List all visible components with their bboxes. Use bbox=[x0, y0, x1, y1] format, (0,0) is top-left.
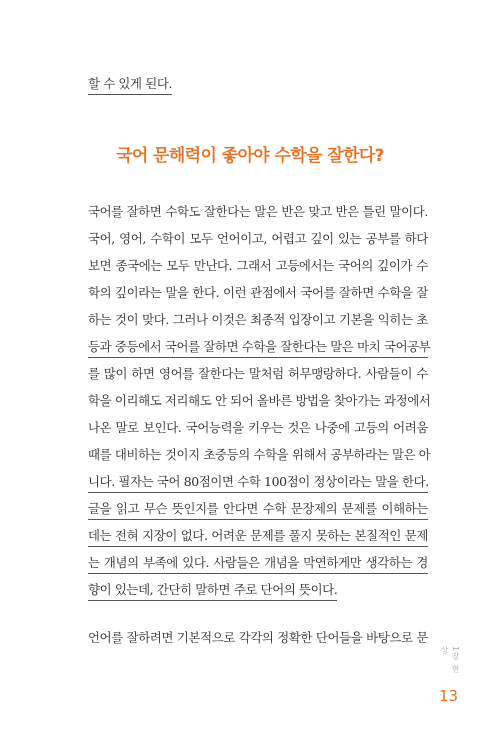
chapter-side-label: 1장 현상 bbox=[440, 646, 460, 674]
page-number: 13 bbox=[439, 687, 459, 705]
text-line: 나온 말로 보인다. 국어능력을 키우는 것은 나중에 고등의 어려움 bbox=[88, 420, 428, 435]
section-heading: 국어 문해력이 좋아야 수학을 잘한다? bbox=[116, 146, 384, 166]
text-line: 국어, 영어, 수학이 모두 언어이고, 어렵고 깊이 있는 공부를 하다 bbox=[88, 231, 428, 246]
text-line: 언어를 잘하려면 기본적으로 각각의 정확한 단어들을 바탕으로 문 bbox=[88, 630, 428, 645]
text-line: 국어를 잘하면 수학도 잘한다는 말은 반은 맞고 반은 틀린 말이다. bbox=[88, 204, 428, 219]
text-line-underlined: 데는 전혀 지장이 없다. 어려운 문제를 풀지 못하는 본질적인 문제 bbox=[88, 529, 428, 547]
text-line: 학의 깊이라는 말을 한다. 이런 관점에서 국어를 잘하면 수학을 잘 bbox=[88, 285, 428, 300]
text-line: 하는 것이 맞다. 그러나 이것은 최종적 입장이고 기본을 익히는 초 bbox=[88, 312, 428, 327]
text-line: 학을 이리해도 저리해도 안 되어 올바른 방법을 찾아가는 과정에서 bbox=[88, 393, 431, 408]
text-line: 를 많이 하면 영어를 잘한다는 말처럼 허무맹랑하다. 사람들이 수 bbox=[88, 366, 428, 381]
text-line-underlined: 등과 중등에서 국어를 잘하면 수학을 잘한다는 말은 마치 국어공부 bbox=[88, 340, 428, 358]
text-line-underlined: 향이 있는데, 간단히 말하면 주로 단어의 뜻이다. bbox=[88, 583, 337, 601]
text-line: 할 수 있게 된다. bbox=[88, 77, 172, 95]
text-line-underlined: 는 개념의 부족에 있다. 사람들은 개념을 막연하게만 생각하는 경 bbox=[88, 556, 428, 574]
text-line-underlined: 글을 읽고 무슨 뜻인지를 안다면 수학 문장제의 문제를 이해하는 bbox=[88, 502, 428, 520]
text-line: 때를 대비하는 것이지 초중등의 수학을 위해서 공부하라는 말은 아 bbox=[88, 447, 431, 462]
text-line: 보면 종국에는 모두 만난다. 그래서 고등에서는 국어의 깊이가 수 bbox=[88, 258, 428, 273]
text-line-underlined: 니다. 필자는 국어 80점이면 수학 100점이 정상이라는 말을 한다. bbox=[88, 475, 428, 493]
